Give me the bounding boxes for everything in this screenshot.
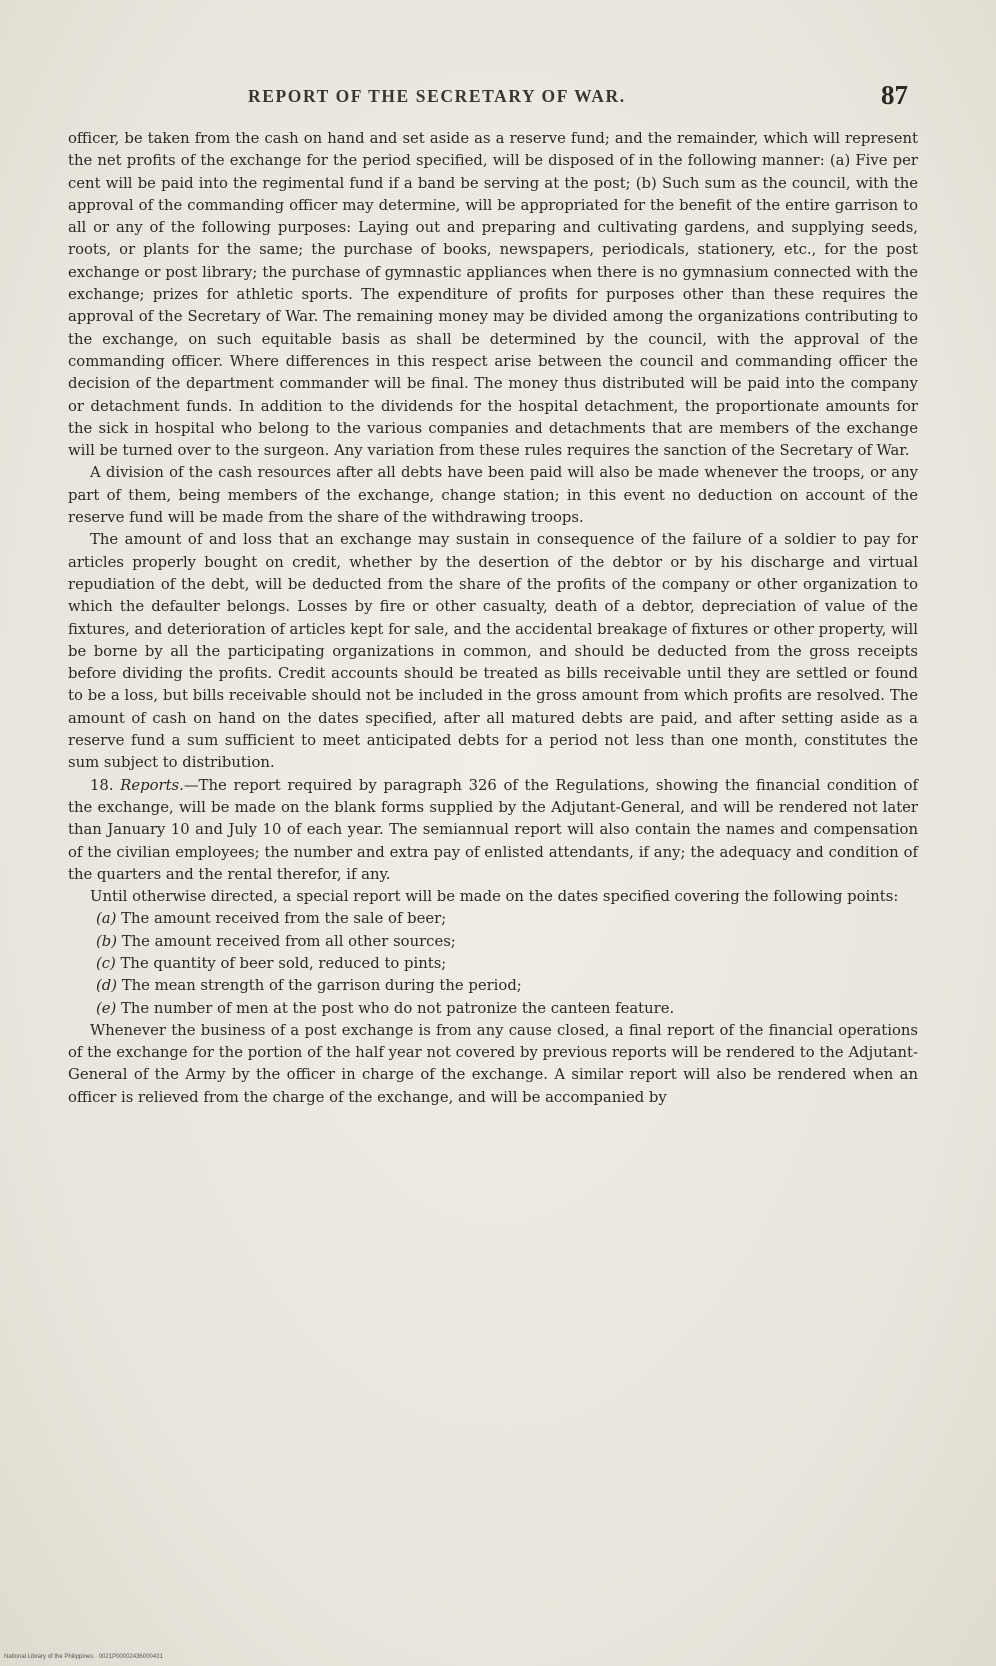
list-marker: (e): [96, 999, 117, 1017]
list-item: [68, 998, 918, 1020]
list-text: The amount received from the sale of beer;: [116, 910, 447, 928]
paragraph-reports: [68, 775, 918, 886]
list-marker: (b): [96, 932, 118, 950]
list-text: The quantity of beer sold, reduced to pints;: [115, 954, 447, 972]
list-text: The amount received from all other sources;: [117, 932, 456, 950]
section-title: Reports.: [120, 776, 184, 794]
paragraph-special-report: Until otherwise directed, a special report will be made on the dates specified covering the following points:: [90, 888, 899, 906]
paragraph-losses: The amount of and loss that an exchange may sustain in consequence of the failure of a soldier to pay for articles properly bought on credit, whether by the desertion of the debtor or by his discharge and virtual repudiation of the debt, will be deducted from the share of the profits of the company or other organization to which the defaulter belongs. Losses by fire or other casualty, death of a debtor, depreciation of value of the fixtures, and deterioration of articles kept for sale, and the accidental breakage of fixtures or other property, will be borne by all the participating organizations in common, and should be deducted from the gross receipts before dividing the profits. Credit accounts should be treated as bills receivable until they are settled or found to be a loss, but bills receivable should not be included in the gross amount from which profits are resolved. The amount of cash on hand on the dates specified, after all matured debts are paid, and after setting aside as a reserve fund a sum sufficient to meet anticipated debts for a period not less than one month, constitutes the sum subject to distribution.: [68, 531, 918, 772]
body-text: [68, 128, 918, 1109]
library-footer: National Library of the Philippines · 0021P00002436000431: [4, 1654, 163, 1660]
list-item: [68, 908, 918, 930]
page-number: 87: [881, 80, 908, 110]
paragraph-reserve-fund: officer, be taken from the cash on hand and set aside as a reserve fund; and the remainder, which will represent the net profits of the exchange for the period specified, will be disposed of in the following manner: (a) Five per cent will be paid into the regimental fund if a band be serving at the post; (b) Such sum as the council, with the approval of the commanding officer may determine, will be appropriated for the benefit of the entire garrison to all or any of the following purposes: Laying out and preparing and cultivating gardens, and supplying seeds, roots, or plants for the same; the purchase of books, newspapers, periodicals, stationery, etc., for the post exchange or post library; the purchase of gymnastic appliances when there is no gymnasium connected with the exchange; prizes for athletic sports. The expenditure of profits for purposes other than these requires the approval of the Secretary of War. The remaining money may be divided among the organizations contributing to the exchange, on such equitable basis as shall be determined by the council, with the approval of the commanding officer. Where differences in this respect arise between the council and commanding officer the decision of the department commander will be final. The money thus distributed will be paid into the company or detachment funds. In addition to the dividends for the hospital detachment, the proportionate amounts for the sick in hospital who belong to the various companies and detachments that are members of the exchange will be turned over to the surgeon. Any variation from these rules requires the sanction of the Secretary of War.: [68, 130, 918, 460]
running-head: REPORT OF THE SECRETARY OF WAR.: [248, 86, 626, 106]
list-marker: (a): [96, 910, 117, 928]
page-header: [70, 80, 908, 120]
list-text: The number of men at the post who do not patronize the canteen feature.: [116, 999, 675, 1017]
list-item: [68, 953, 918, 975]
paragraph-division: A division of the cash resources after all debts have been paid will also be made whenever the troops, or any part of them, being members of the exchange, change station; in this event no deduction on account of the reserve fund will be made from the share of the withdrawing troops.: [68, 464, 918, 527]
list-item: [68, 931, 918, 953]
section-number: 18.: [90, 776, 114, 794]
list-marker: (d): [96, 977, 118, 995]
list-text: The mean strength of the garrison during the period;: [117, 977, 522, 995]
list-marker: (c): [96, 954, 116, 972]
section-text: —The report required by paragraph 326 of the Regulations, showing the financial condition of the exchange, will be made on the blank forms supplied by the Adjutant-General, and will be rendered not later than January 10 and July 10 of each year. The semiannual report will also contain the names and compensation of the civilian employees; the number and extra pay of enlisted attendants, if any; the adequacy and condition of the quarters and the rental therefor, if any.: [68, 776, 918, 883]
paragraph-final-report: Whenever the business of a post exchange is from any cause closed, a final report of the financial operations of the exchange for the portion of the half year not covered by previous reports will be rendered to the Adjutant-General of the Army by the officer in charge of the exchange. A similar report will also be rendered when an officer is relieved from the charge of the exchange, and will be accompanied by: [68, 1021, 918, 1106]
list-item: [68, 975, 918, 997]
